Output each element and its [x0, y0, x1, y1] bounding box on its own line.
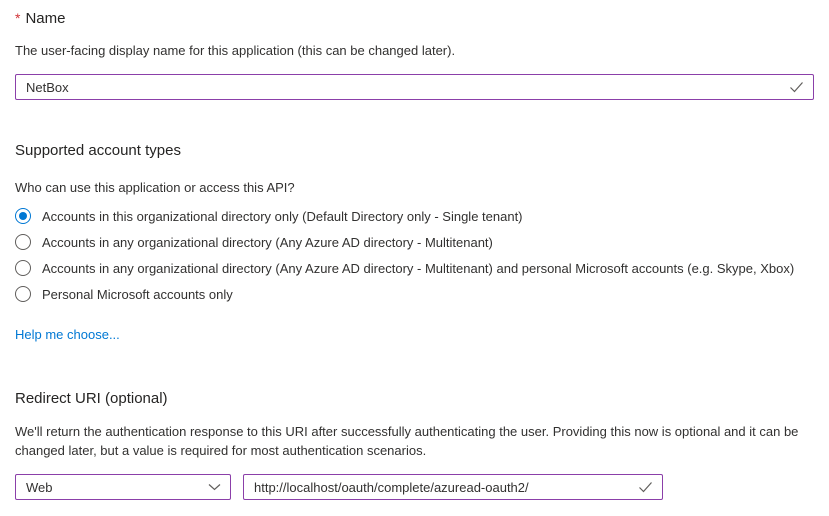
- name-input[interactable]: [16, 80, 789, 95]
- name-field-label: Name: [25, 10, 66, 27]
- radio-button[interactable]: [15, 286, 31, 302]
- name-field-description: The user-facing display name for this application (this can be changed later).: [15, 43, 456, 58]
- required-asterisk: *: [15, 10, 21, 26]
- account-types-radio-group: [15, 203, 794, 307]
- radio-option-multitenant[interactable]: [15, 229, 794, 255]
- radio-button[interactable]: [15, 234, 31, 250]
- radio-option-label: Accounts in any organizational directory (Any Azure AD directory - Multitenant): [42, 234, 493, 250]
- radio-option-personal-only[interactable]: [15, 281, 794, 307]
- radio-option-label: Accounts in this organizational directory only (Default Directory only - Single tenant): [42, 208, 523, 224]
- radio-option-single-tenant[interactable]: [15, 203, 794, 229]
- redirect-uri-heading: Redirect URI (optional): [15, 390, 168, 407]
- redirect-uri-description: We'll return the authentication response to this URI after successfully authenticating the user. Providing this now is optional and it can be changed later, but a value is required for most authentication scenarios.: [15, 424, 799, 458]
- account-types-question: Who can use this application or access this API?: [15, 180, 295, 195]
- account-types-heading: Supported account types: [15, 142, 181, 159]
- radio-option-label: Accounts in any organizational directory (Any Azure AD directory - Multitenant) and personal Microsoft accounts (e.g. Skype, Xbox): [42, 260, 795, 276]
- redirect-uri-input-box: [243, 474, 663, 500]
- radio-option-label: Personal Microsoft accounts only: [42, 286, 233, 302]
- platform-select[interactable]: [15, 474, 231, 500]
- radio-button[interactable]: [15, 208, 31, 224]
- name-field-heading: [15, 10, 65, 27]
- name-valid-check-icon: [789, 81, 804, 93]
- radio-button[interactable]: [15, 260, 31, 276]
- uri-valid-check-icon: [638, 481, 653, 493]
- platform-select-value: Web: [26, 479, 53, 495]
- name-input-box: [15, 74, 814, 100]
- radio-option-multitenant-personal[interactable]: [15, 255, 794, 281]
- help-me-choose-link[interactable]: Help me choose...: [15, 327, 120, 342]
- redirect-uri-input[interactable]: [244, 480, 638, 495]
- chevron-down-icon: [208, 483, 221, 491]
